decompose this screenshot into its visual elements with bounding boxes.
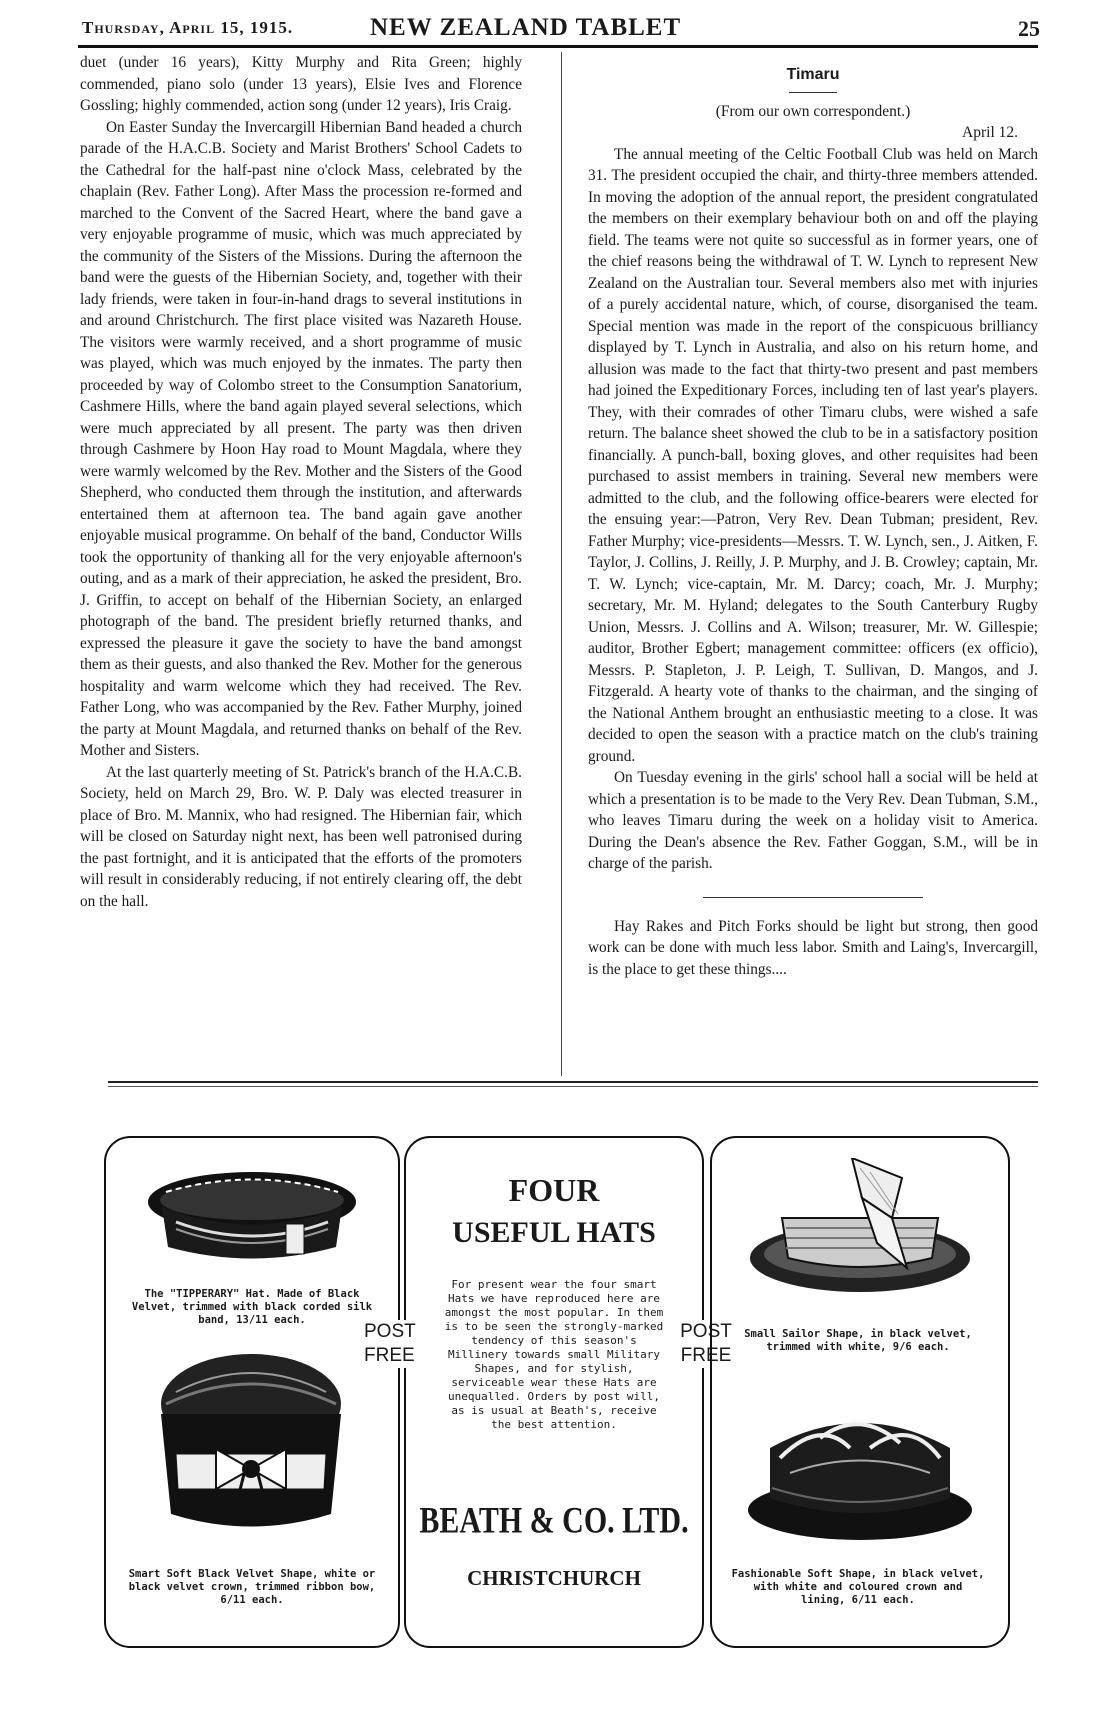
- advert-panel-right: [710, 1136, 1010, 1648]
- issue-date: Thursday, April 15, 1915.: [82, 18, 294, 37]
- tipperary-hat-image: [136, 1162, 368, 1272]
- post-free-label-right: POST FREE: [680, 1321, 732, 1366]
- right-column: [588, 52, 1038, 980]
- hat-caption: Fashionable Soft Shape, in black velvet, with white and coloured crown and lining, 6/11 each.: [731, 1568, 985, 1606]
- left-column: [80, 52, 522, 912]
- column-divider: [561, 52, 562, 1076]
- velvet-hat-image: [146, 1344, 356, 1544]
- advert-rule-thin: [108, 1086, 1038, 1087]
- paragraph: On Easter Sunday the Invercargill Hibernian Band headed a church parade of the H.A.C.B. Society and Marist Brothers' School Cadets to the Cathedral for the half-past nine o'clock Mass, celebrated by the chaplain (Rev. Father Long). After Mass the procession re-formed and marched to the Convent of the Sacred Heart, where the band gave a very enjoyable programme of music, which was much appreciated by the community of the Sisters of the Missions. During the afternoon the band were the guests of the Hibernian Society, and, together with their lady friends, were taken in four-in-hand drags to several institutions in and around Christchurch. The first place visited was Nazareth House. The visitors were warmly received, and a short programme of music was played, which was much enjoyed by the inmates. The party then proceeded by way of Colombo street to the Consumption Sanatorium, Cashmere Hills, where the band again played several selections, which were much appreciated by all present. The party was then driven through Cashmere by Hoon Hay road to Mount Magdala, where they were warmly welcomed by the Rev. Mother and the Sisters of the Good Shepherd, who conducted them through the institution, and afterwards entertained them at afternoon tea. The band again gave another enjoyable musical programme. On behalf of the band, Conductor Wills took the opportunity of thanking all for the very enjoyable afternoon's outing, and as a mark of their appreciation, he asked the president, Bro. J. Griffin, to accept on behalf of the Hibernian Society, an enlarged photograph of the band. The president briefly returned thanks, and expressed the pleasure it gave the society to have the band amongst them as their guests, and also thanked the Rev. Mother for the generous hospitality and warm welcome which they had received. The Rev. Father Long, who was accompanied by the Rev. Father Murphy, joined the party at Mount Magdala, and returned thanks on behalf of the Rev. Mother and Sisters.: [80, 118, 522, 759]
- hat-caption: The "TIPPERARY" Hat. Made of Black Velvet, trimmed with black corded silk band, 13/11 each.: [131, 1288, 373, 1326]
- section-rule: [703, 897, 923, 898]
- header-rule: [78, 45, 1038, 48]
- dateline: April 12.: [962, 124, 1018, 141]
- paragraph: duet (under 16 years), Kitty Murphy and Rita Green; highly commended, piano solo (under 13 years), Elsie Ives and Florence Gossling; highly commended, action song (under 12 years), Iris Craig.: [80, 54, 522, 114]
- page-number: 25: [1018, 16, 1040, 41]
- paper-title: NEW ZEALAND TABLET: [370, 14, 682, 41]
- section-heading: Timaru: [786, 66, 840, 83]
- soft-shape-hat-image: [740, 1398, 980, 1548]
- advert-panel-left: [104, 1136, 400, 1648]
- company-city: CHRISTCHURCH: [467, 1566, 641, 1590]
- advert-headline: FOUR: [508, 1172, 600, 1208]
- advert-headline: USEFUL HATS: [452, 1216, 656, 1249]
- paragraph: On Tuesday evening in the girls' school hall a social will be held at which a presentation is to be made to the Very Rev. Dean Tubman, S.M., who leaves Timaru during the week on a holiday visit to America. During the Dean's absence the Rev. Father Goggan, S.M., will be in charge of the parish.: [588, 769, 1038, 872]
- post-free-label-left: POST FREE: [364, 1321, 416, 1366]
- masthead: [70, 14, 1050, 40]
- hat-caption: Smart Soft Black Velvet Shape, white or black velvet crown, trimmed ribbon bow, 6/11 each.: [128, 1568, 376, 1606]
- paragraph: At the last quarterly meeting of St. Patrick's branch of the H.A.C.B. Society, held on March 29, Bro. W. P. Daly was elected treasurer in place of Bro. M. Mannix, who had resigned. The Hibernian fair, which will be closed on Saturday night next, has been well patronised during the past fortnight, and it is anticipated that the efforts of the promoters will result in considerably reducing, if not entirely clearing off, the debt on the hall.: [80, 763, 522, 910]
- paragraph: The annual meeting of the Celtic Football Club was held on March 31. The president occupied the chair, and thirty-three members attended. In moving the adoption of the annual report, the president congratulated the members on their exemplary behaviour both on and off the playing field. The teams were not quite so successful as in former years, one of the chief reasons being the withdrawal of T. W. Lynch to represent New Zealand on the Australian tour. Several members also met with injuries of a purely accidental nature, which, of course, disorganised the team. Special mention was made in the report of the conspicuous brilliancy displayed by T. Lynch in Australia, and also on his return home, and allusion was made to the fact that thirty-two present and past members had joined the Expeditionary Forces, including ten of last year's players. They, with their comrades of other Timaru clubs, were wished a safe return. The balance sheet showed the club to be in a satisfactory position financially. A punch-ball, boxing gloves, and other requisites had been purchased to assist members in training. Several new members were admitted to the club, and the following office-bearers were elected for the ensuing year:—Patron, Very Rev. Dean Tubman; president, Rev. Father Murphy; vice-presidents—Messrs. T. W. Lynch, sen., J. Aitken, F. Taylor, J. Collins, J. Reilly, J. P. Murphy, and J. B. Crowley; captain, Mr. T. W. Lynch; vice-captain, Mr. M. Darcy; coach, Mr. J. Murphy; secretary, Mr. M. Hyland; delegates to the South Canterbury Rugby Union, Messrs. J. Collins and A. Wilson; treasurer, Mr. W. Gillespie; auditor, Brother Egbert; management committee: officers (ex officio), Messrs. P. Stapleton, J. P. Leigh, T. Sullivan, D. Mangos, and J. Fitzgerald. A hearty vote of thanks to the chairman, and the singing of the National Anthem brought an enthusiastic meeting to a close. It was decided to open the season with a practice match on the club's training ground.: [588, 145, 1038, 765]
- advert-body: For present wear the four smart Hats we have reproduced here are amongst the most popular. In them is to be seen the strongly-marked tendency of this season's Millinery towards small Military Shapes, and for stylish, serviceable wear these Hats are unequalled. Orders by post will, as is usual at Beath's, receive the best attention.: [444, 1278, 664, 1431]
- company-name: BEATH & CO. LTD.: [419, 1499, 689, 1541]
- correspondent-line: (From our own correspondent.): [715, 102, 911, 120]
- advert-rule: [108, 1081, 1038, 1083]
- hat-caption: Small Sailor Shape, in black velvet, trimmed with white, 9/6 each.: [744, 1328, 972, 1353]
- notice-paragraph: Hay Rakes and Pitch Forks should be light but strong, then good work can be done with much less labor. Smith and Laing's, Invercargill, is the place to get these things....: [588, 917, 1038, 978]
- sailor-hat-image: [742, 1158, 978, 1308]
- heading-rule: [789, 92, 837, 93]
- advert-panel-center: [404, 1136, 704, 1648]
